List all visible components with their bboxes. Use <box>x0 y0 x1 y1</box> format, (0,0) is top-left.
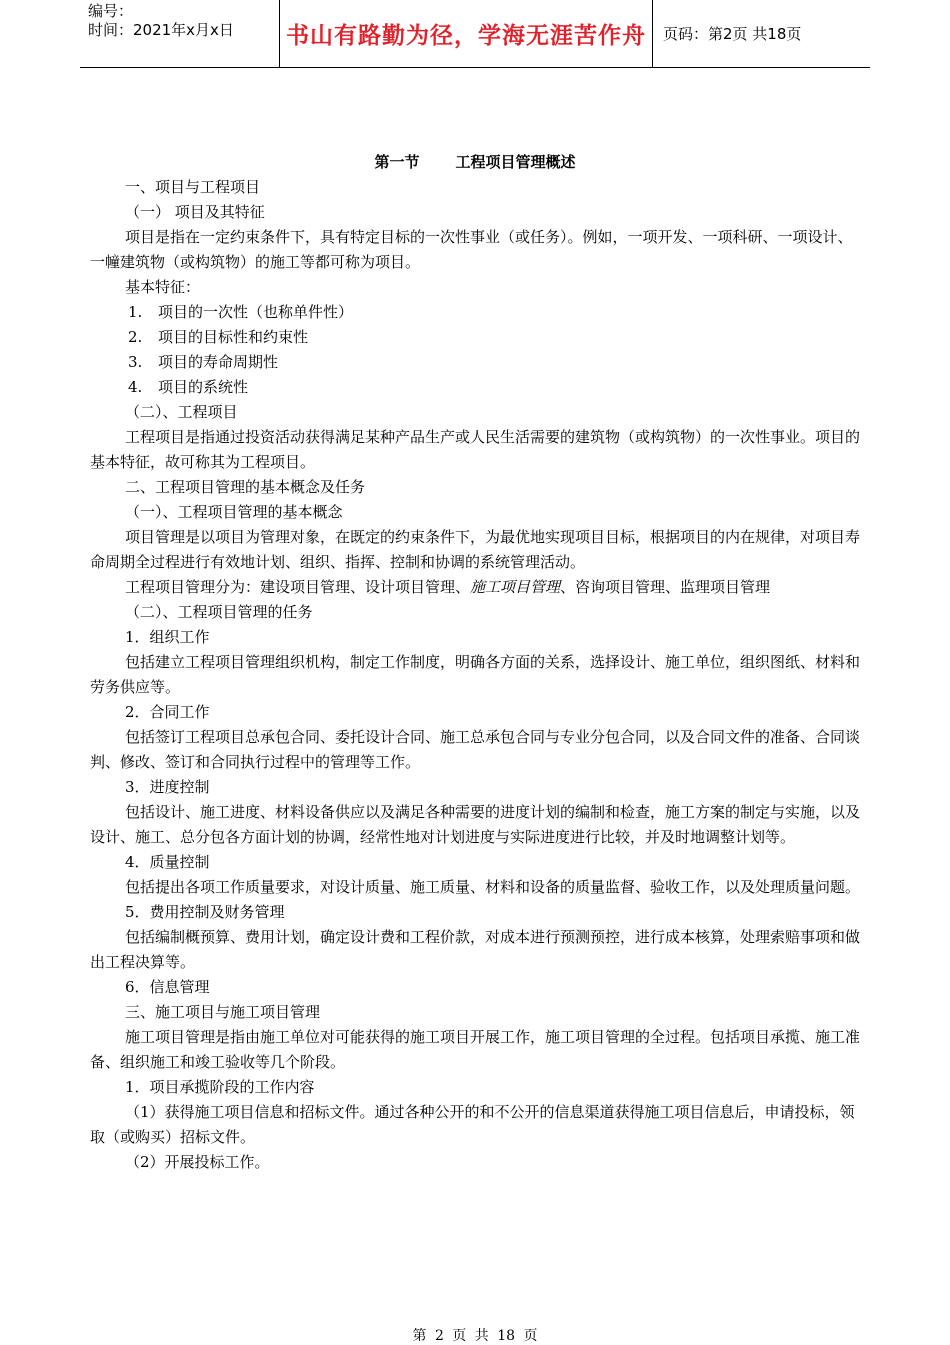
number-label: 编号： <box>88 2 134 20</box>
task-heading: 1．组织工作 <box>125 628 210 646</box>
header-page-code: 页码：第2页 共18页 <box>663 25 802 43</box>
time-label: 时间：2021年x月x日 <box>88 21 234 39</box>
section-number: 第一节 <box>374 153 420 171</box>
paragraph: 工程项目管理分为：建设项目管理、设计项目管理、施工项目管理、咨询项目管理、监理项目管理 <box>125 578 771 596</box>
page-footer: 第 2 页 共 18 页 <box>412 1328 538 1344</box>
section-name: 工程项目管理概述 <box>455 153 576 171</box>
paragraph: 包括建立工程项目管理组织机构，制定工作制度，明确各方面的关系，选择设计、施工单位，组织图纸、材料和劳务供应等。 <box>90 653 861 696</box>
heading-2-2: （二）、工程项目管理的任务 <box>125 603 313 621</box>
paragraph: 施工项目管理是指由施工单位对可能获得的施工项目开展工作，施工项目管理的全过程。包括项目承揽、施工准备、组织施工和竣工验收等几个阶段。 <box>90 1028 861 1071</box>
list-item: 2. 项目的目标性和约束性 <box>128 328 309 346</box>
list-item: 4. 项目的系统性 <box>128 378 249 396</box>
heading-1-1: （一） 项目及其特征 <box>125 203 265 221</box>
paragraph: 项目管理是以项目为管理对象，在既定的约束条件下，为最优地实现项目目标，根据项目的内在规律，对项目寿命周期全过程进行有效地计划、组织、指挥、控制和协调的系统管理活动。 <box>90 528 861 571</box>
paragraph: （2）开展投标工作。 <box>125 1153 270 1171</box>
heading-2: 二、工程项目管理的基本概念及任务 <box>125 478 366 496</box>
header-motto: 书山有路勤为径，学海无涯苦作舟 <box>280 0 653 67</box>
task-heading: 6．信息管理 <box>125 978 210 996</box>
task-heading: 5．费用控制及财务管理 <box>125 903 285 921</box>
list-item: 3. 项目的寿命周期性 <box>128 353 279 371</box>
paragraph: 项目是指在一定约束条件下，具有特定目标的一次性事业（或任务）。例如，一项开发、一项科研、一项设计、一幢建筑物（或构筑物）的施工等都可称为项目。 <box>90 228 853 271</box>
header-meta <box>80 0 280 67</box>
paragraph: 包括签订工程项目总承包合同、委托设计合同、施工总承包合同与专业分包合同，以及合同文件的准备、合同谈判、修改、签订和合同执行过程中的管理等工作。 <box>90 728 861 771</box>
heading-2-1: （一）、工程项目管理的基本概念 <box>125 503 343 521</box>
paragraph: 包括提出各项工作质量要求，对设计质量、施工质量、材料和设备的质量监督、验收工作，以及处理质量问题。 <box>125 878 861 896</box>
paragraph: 包括编制概预算、费用计划，确定设计费和工程价款，对成本进行预测预控，进行成本核算，处理索赔事项和做出工程决算等。 <box>90 928 861 971</box>
stage-heading: 1．项目承揽阶段的工作内容 <box>125 1078 315 1096</box>
heading-3: 三、施工项目与施工项目管理 <box>125 1003 321 1021</box>
list-item: 1. 项目的一次性（也称单件性） <box>128 303 354 321</box>
paragraph: 工程项目是指通过投资活动获得满足某种产品生产或人民生活需要的建筑物（或构筑物）的一次性事业。项目的基本特征，故可称其为工程项目。 <box>90 428 861 471</box>
section-title <box>90 150 860 175</box>
paragraph: 包括设计、施工进度、材料设备供应以及满足各种需要的进度计划的编制和检查，施工方案的制定与实施，以及设计、施工、总分包各方面计划的协调，经常性地对计划进度与实际进度进行比较，并及时地调整计划等。 <box>90 803 861 846</box>
task-heading: 2．合同工作 <box>125 703 210 721</box>
paragraph: （1）获得施工项目信息和招标文件。通过各种公开的和不公开的信息渠道获得施工项目信息后，申请投标，领取（或购买）招标文件。 <box>90 1103 855 1146</box>
task-heading: 4．质量控制 <box>125 853 210 871</box>
italic-term: 施工项目管理 <box>470 578 561 596</box>
heading-1-2: （二）、工程项目 <box>125 403 238 421</box>
task-heading: 3．进度控制 <box>125 778 210 796</box>
document-body <box>90 150 860 1175</box>
page-header <box>80 0 870 68</box>
subheading: 基本特征： <box>125 278 201 296</box>
heading-1: 一、项目与工程项目 <box>125 178 261 196</box>
